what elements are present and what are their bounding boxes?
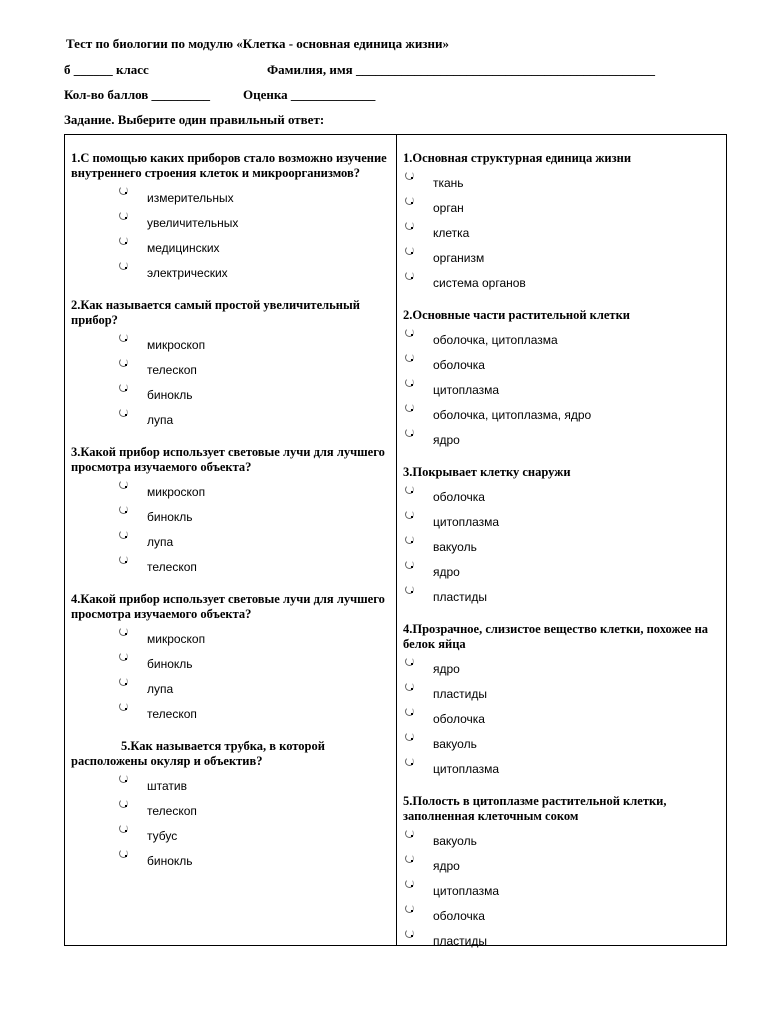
answer-label: организм [433, 251, 485, 265]
answer-label: оболочка, цитоплазма, ядро [433, 408, 592, 422]
class-field[interactable]: б ______ класс [64, 62, 149, 77]
answer-label: медицинских [147, 241, 220, 255]
answer-label: бинокль [147, 388, 193, 402]
radio-button-icon[interactable] [405, 732, 414, 741]
answer-option[interactable] [71, 507, 391, 532]
radio-button-icon[interactable] [119, 824, 128, 833]
radio-button-icon[interactable] [119, 261, 128, 270]
answer-label: оболочка [433, 358, 485, 372]
answer-label: вакуоль [433, 540, 477, 554]
question-block [403, 465, 719, 612]
radio-button-icon[interactable] [405, 328, 414, 337]
answer-label: ядро [433, 662, 460, 676]
question-block [71, 592, 391, 729]
answer-option[interactable] [71, 654, 391, 679]
answer-option[interactable] [71, 801, 391, 826]
question-text: 5.Как называется трубка, в которой расположены окуляр и объектив? [71, 739, 325, 768]
question-text: 5.Полость в цитоплазме растительной клетки, заполненная клеточным соком [403, 794, 667, 823]
answer-label: орган [433, 201, 464, 215]
question-block [71, 298, 391, 435]
radio-button-icon[interactable] [119, 505, 128, 514]
radio-button-icon[interactable] [119, 774, 128, 783]
radio-button-icon[interactable] [405, 854, 414, 863]
answer-option[interactable] [403, 709, 719, 734]
question-text: 1.Основная структурная единица жизни [403, 151, 632, 165]
radio-button-icon[interactable] [119, 677, 128, 686]
name-field[interactable]: Фамилия, имя ______________________________________________ [267, 62, 655, 77]
question-text: 4.Какой прибор использует световые лучи для лучшего просмотра изучаемого объекта? [71, 592, 385, 621]
answer-label: измерительных [147, 191, 234, 205]
radio-button-icon[interactable] [119, 627, 128, 636]
radio-button-icon[interactable] [119, 799, 128, 808]
answer-label: штатив [147, 779, 187, 793]
answer-option[interactable] [71, 263, 391, 288]
answer-option[interactable] [403, 173, 719, 198]
radio-button-icon[interactable] [405, 757, 414, 766]
answer-label: пластиды [433, 590, 487, 604]
answer-option[interactable] [403, 330, 719, 355]
answer-label: бинокль [147, 657, 193, 671]
answer-label: телескоп [147, 707, 197, 721]
radio-button-icon[interactable] [405, 904, 414, 913]
radio-button-icon[interactable] [119, 211, 128, 220]
answer-option[interactable] [71, 238, 391, 263]
answer-label: лупа [147, 413, 174, 427]
radio-button-icon[interactable] [119, 530, 128, 539]
answer-label: ядро [433, 433, 460, 447]
answer-option[interactable] [71, 360, 391, 385]
answer-option[interactable] [403, 512, 719, 537]
page-title: Тест по биологии по модулю «Клетка - основная единица жизни» [66, 36, 450, 51]
answer-option[interactable] [71, 532, 391, 557]
answer-label: цитоплазма [433, 515, 500, 529]
answer-label: лупа [147, 682, 174, 696]
answer-label: пластиды [433, 687, 487, 701]
radio-button-icon[interactable] [119, 652, 128, 661]
radio-button-icon[interactable] [405, 829, 414, 838]
answer-option[interactable] [71, 188, 391, 213]
answer-option[interactable] [71, 679, 391, 704]
question-text: 2.Основные части растительной клетки [403, 308, 630, 322]
column-divider [396, 135, 397, 945]
radio-button-icon[interactable] [119, 333, 128, 342]
radio-button-icon[interactable] [119, 555, 128, 564]
answer-label: оболочка, цитоплазма [433, 333, 558, 347]
answer-option[interactable] [71, 704, 391, 729]
answer-option[interactable] [403, 684, 719, 709]
answer-label: микроскоп [147, 338, 206, 352]
answer-label: система органов [433, 276, 526, 290]
radio-button-icon[interactable] [405, 246, 414, 255]
answer-label: телескоп [147, 560, 197, 574]
question-block [403, 622, 719, 784]
answer-option[interactable] [71, 213, 391, 238]
answer-label: оболочка [433, 490, 485, 504]
answer-option[interactable] [71, 482, 391, 507]
answer-option[interactable] [403, 856, 719, 881]
radio-button-icon[interactable] [405, 682, 414, 691]
answer-option[interactable] [403, 537, 719, 562]
answer-option[interactable] [403, 273, 719, 298]
left-column [71, 135, 391, 886]
answer-option[interactable] [403, 405, 719, 430]
radio-button-icon[interactable] [405, 485, 414, 494]
answer-option[interactable] [71, 410, 391, 435]
answer-label: тубус [147, 829, 178, 843]
question-block [403, 794, 719, 956]
answer-label: цитоплазма [433, 383, 500, 397]
question-block [71, 739, 391, 876]
question-text: 1.С помощью каких приборов стало возможно изучение внутреннего строения клеток и микроорганизмов? [71, 151, 387, 180]
answer-option[interactable] [403, 587, 719, 612]
answer-option[interactable] [403, 931, 719, 956]
radio-button-icon[interactable] [405, 560, 414, 569]
answer-label: клетка [433, 226, 470, 240]
radio-button-icon[interactable] [119, 358, 128, 367]
radio-button-icon[interactable] [405, 353, 414, 362]
radio-button-icon[interactable] [119, 480, 128, 489]
answer-label: бинокль [147, 854, 193, 868]
question-block [403, 151, 719, 298]
grade-field[interactable]: Оценка _____________ [243, 87, 376, 102]
radio-button-icon[interactable] [405, 929, 414, 938]
answer-label: оболочка [433, 712, 485, 726]
answer-label: цитоплазма [433, 884, 500, 898]
question-text: 3.Какой прибор использует световые лучи для лучшего просмотра изучаемого объекта? [71, 445, 385, 474]
question-text: 3.Покрывает клетку снаружи [403, 465, 571, 479]
answer-option[interactable] [403, 198, 719, 223]
answer-option[interactable] [403, 659, 719, 684]
answer-label: ядро [433, 565, 460, 579]
right-column [403, 135, 719, 966]
answer-option[interactable] [71, 629, 391, 654]
answer-option[interactable] [403, 380, 719, 405]
answer-label: цитоплазма [433, 762, 500, 776]
answer-label: оболочка [433, 909, 485, 923]
task-instruction: Задание. Выберите один правильный ответ: [64, 112, 325, 127]
radio-button-icon[interactable] [119, 702, 128, 711]
answer-option[interactable] [71, 385, 391, 410]
answer-label: телескоп [147, 804, 197, 818]
answer-option[interactable] [71, 826, 391, 851]
radio-button-icon[interactable] [119, 408, 128, 417]
answer-option[interactable] [403, 430, 719, 455]
answer-option[interactable] [403, 223, 719, 248]
answer-label: ткань [433, 176, 464, 190]
answer-option[interactable] [71, 851, 391, 876]
radio-button-icon[interactable] [405, 378, 414, 387]
radio-button-icon[interactable] [119, 236, 128, 245]
answer-option[interactable] [403, 487, 719, 512]
radio-button-icon[interactable] [405, 221, 414, 230]
answer-option[interactable] [403, 355, 719, 380]
answer-option[interactable] [403, 759, 719, 784]
answer-option[interactable] [403, 906, 719, 931]
question-block [71, 151, 391, 288]
radio-button-icon[interactable] [405, 535, 414, 544]
answer-option[interactable] [403, 734, 719, 759]
score-field[interactable]: Кол-во баллов _________ [64, 87, 211, 102]
answer-label: бинокль [147, 510, 193, 524]
answer-label: лупа [147, 535, 174, 549]
radio-button-icon[interactable] [405, 585, 414, 594]
test-table [64, 134, 727, 946]
radio-button-icon[interactable] [405, 196, 414, 205]
question-text: 2.Как называется самый простой увеличительный прибор? [71, 298, 360, 327]
answer-option[interactable] [71, 776, 391, 801]
radio-button-icon[interactable] [119, 383, 128, 392]
answer-option[interactable] [403, 881, 719, 906]
answer-option[interactable] [403, 562, 719, 587]
answer-label: вакуоль [433, 834, 477, 848]
answer-option[interactable] [403, 248, 719, 273]
radio-button-icon[interactable] [119, 849, 128, 858]
radio-button-icon[interactable] [405, 171, 414, 180]
radio-button-icon[interactable] [405, 510, 414, 519]
answer-label: телескоп [147, 363, 197, 377]
answer-label: увеличительных [147, 216, 239, 230]
radio-button-icon[interactable] [405, 657, 414, 666]
answer-label: ядро [433, 859, 460, 873]
radio-button-icon[interactable] [405, 428, 414, 437]
radio-button-icon[interactable] [119, 186, 128, 195]
answer-label: микроскоп [147, 485, 206, 499]
question-text: 4.Прозрачное, слизистое вещество клетки, похожее на белок яйца [403, 622, 709, 651]
radio-button-icon[interactable] [405, 271, 414, 280]
answer-label: микроскоп [147, 632, 206, 646]
answer-label: электрических [147, 266, 228, 280]
answer-label: пластиды [433, 934, 487, 948]
radio-button-icon[interactable] [405, 707, 414, 716]
answer-option[interactable] [71, 557, 391, 582]
answer-label: вакуоль [433, 737, 477, 751]
question-block [403, 308, 719, 455]
answer-option[interactable] [403, 831, 719, 856]
radio-button-icon[interactable] [405, 403, 414, 412]
radio-button-icon[interactable] [405, 879, 414, 888]
answer-option[interactable] [71, 335, 391, 360]
question-block [71, 445, 391, 582]
